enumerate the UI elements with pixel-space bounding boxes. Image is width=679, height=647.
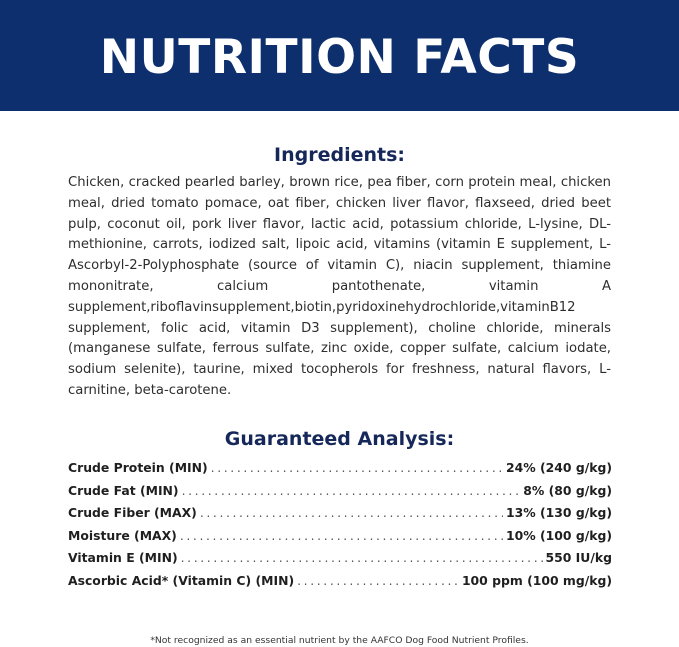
dot-leader [200, 505, 503, 520]
dot-leader [181, 550, 543, 565]
dot-leader [297, 573, 459, 588]
analysis-value: 100 ppm (100 mg/kg) [461, 572, 612, 588]
dot-leader [211, 460, 503, 475]
analysis-row-crude-fiber [68, 505, 612, 528]
guaranteed-analysis-heading: Guaranteed Analysis: [224, 428, 455, 450]
header-banner [0, 0, 679, 111]
analysis-row-ascorbic-acid [68, 573, 612, 596]
analysis-label: Crude Fiber (MAX) [68, 505, 197, 520]
analysis-value: 550 IU/kg [545, 550, 612, 565]
ingredients-heading: Ingredients: [274, 144, 405, 166]
analysis-label: Vitamin E (MIN) [68, 550, 178, 565]
footnote: *Not recognized as an essential nutrient by the AAFCO Dog Food Nutrient Profiles. [150, 635, 529, 646]
analysis-label: Crude Fat (MIN) [68, 482, 179, 498]
page-title: NUTRITION FACTS [99, 30, 580, 85]
dot-leader [182, 483, 521, 498]
analysis-label: Ascorbic Acid* (Vitamin C) (MIN) [68, 572, 295, 588]
analysis-value: 24% (240 g/kg) [506, 460, 612, 475]
analysis-value: 13% (130 g/kg) [506, 505, 612, 520]
dot-leader [180, 528, 503, 543]
ingredients-text: Chicken, cracked pearled barley, brown rice, pea fiber, corn protein meal, chicken meal, dried tomato pomace, oat fiber, chicken liver flavor, flaxseed, dried beet pulp, coconut oil, pork liver flavor, lactic acid, potassium chloride, L-lysine, DL-methionine, carrots, iodized salt, lipoic acid, vitamins (vitamin E supplement, L-Ascorbyl-2-Polyphosphate (source of vitamin C), niacin supplement, thiamine mononitrate, calcium pantothenate, vitamin A supplement,riboflavinsupplement,biotin,pyridoxinehydrochloride,vitaminB12 supplement, folic acid, vitamin D3 supplement), choline chloride, minerals (manganese sulfate, ferrous sulfate, zinc oxide, copper sulfate, calcium iodate, sodium selenite), taurine, mixed tocopherols for freshness, natural flavors, L-carnitine, beta-carotene. [68, 175, 611, 398]
analysis-row-moisture [68, 528, 612, 551]
analysis-row-crude-protein [68, 460, 612, 483]
analysis-row-crude-fat [68, 483, 612, 506]
analysis-value: 10% (100 g/kg) [506, 527, 612, 543]
analysis-row-vitamin-e [68, 550, 612, 573]
guaranteed-analysis-list [68, 460, 612, 595]
analysis-label: Crude Protein (MIN) [68, 460, 208, 475]
analysis-value: 8% (80 g/kg) [523, 482, 612, 498]
analysis-label: Moisture (MAX) [68, 527, 177, 543]
